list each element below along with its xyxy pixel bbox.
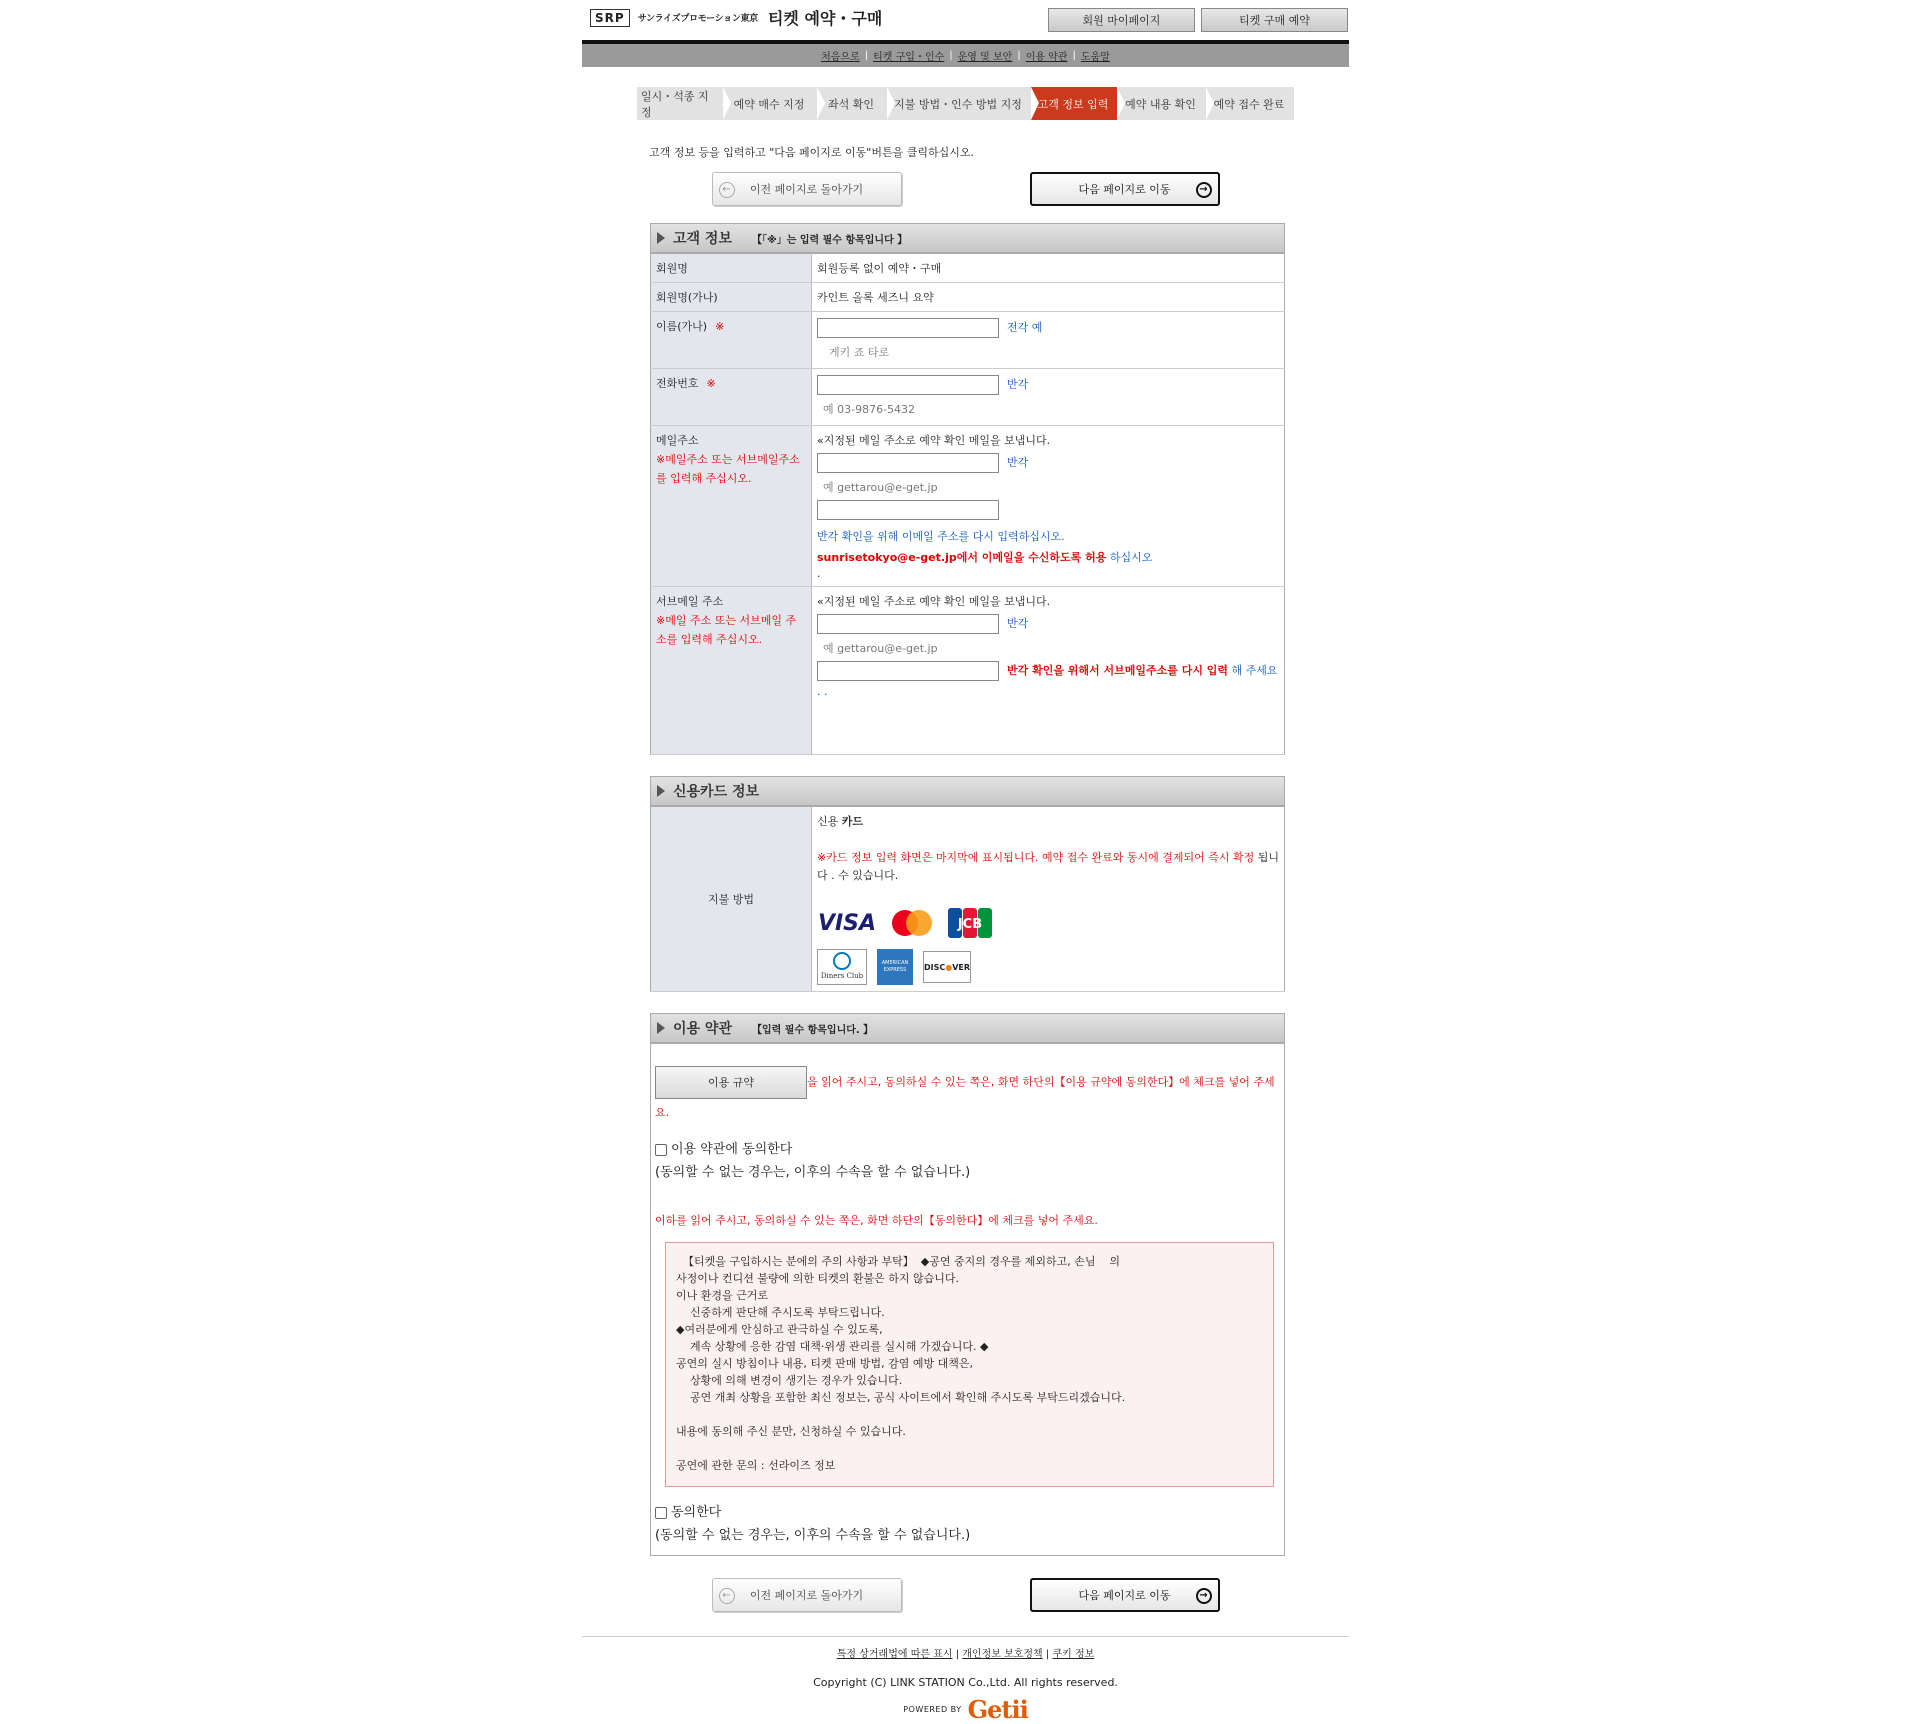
email-info: «지정된 메일 주소로 예약 확인 메일을 보냅니다.: [817, 434, 1051, 447]
step-seat-confirm: 좌석 확인: [817, 87, 887, 120]
notice-line: 이나 환경을 근거로: [676, 1289, 769, 1302]
notice-line: 【티켓을 구입하시는 분에의 주의 사항과 부탁】 ◆공연 중지의 경우를 제외하고, 손님 의: [676, 1255, 1121, 1268]
powered-by: [582, 1695, 1349, 1724]
terms-header: [650, 1013, 1285, 1043]
back-button[interactable]: [712, 172, 902, 206]
arrow-right-icon: →: [1196, 1588, 1212, 1604]
subnav-terms-link[interactable]: 이용 약관: [1025, 52, 1068, 63]
customer-info-section: [650, 223, 1285, 755]
arrow-left-icon: ←: [719, 1588, 735, 1604]
next-button-label: 다음 페이지로 이동: [1078, 183, 1171, 196]
visa-logo: VISA: [817, 910, 877, 936]
sub-email-info: «지정된 메일 주소로 예약 확인 메일을 보냅니다.: [817, 595, 1051, 608]
email-row: [651, 426, 1285, 587]
payment-method-b: 카드: [841, 815, 864, 828]
top-nav-buttons: [582, 172, 1349, 206]
notice-line: 사정이나 컨디션 불량에 의한 티켓의 환불은 하지 않습니다.: [676, 1272, 959, 1285]
terms-section: [650, 1013, 1285, 1556]
footer: 특정 상거래법에 따른 표시 | 개인정보 보호정책 | 쿠키 정보: [582, 1636, 1349, 1660]
notice-line: 공연의 실시 방침이나 내용, 티켓 판매 방법, 감염 예방 대책은,: [676, 1357, 973, 1370]
subnav-separator: |: [1017, 50, 1021, 61]
required-mark: ※: [706, 377, 716, 390]
sub-email-input[interactable]: [817, 614, 999, 634]
email-field-cell: [812, 426, 1285, 587]
payment-method-label: 지불 방법: [651, 807, 812, 992]
section-triangle-icon: [657, 785, 665, 797]
customer-info-table: [650, 253, 1285, 755]
sub-email-cell: [651, 587, 812, 755]
ticket-reserve-button[interactable]: 티켓 구매 예약: [1201, 8, 1348, 32]
logo-org-name: サンライズプロモーション東京: [637, 14, 758, 24]
phone-example: 예 03-9876-5432: [823, 403, 916, 416]
customer-info-header: [650, 223, 1285, 253]
next-button-bottom[interactable]: [1030, 1578, 1220, 1612]
svg-text:JCB: JCB: [957, 917, 983, 932]
subnav-ticket-link[interactable]: 티켓 구입・인수: [873, 52, 945, 63]
card-logos-row-2: [817, 949, 1279, 985]
terms-body: [650, 1043, 1285, 1556]
notice-line: 신중하게 판단해 주시도록 부탁드립니다.: [676, 1306, 885, 1319]
terms-of-use-button[interactable]: 이용 규약: [655, 1066, 807, 1099]
notice-line: 계속 상황에 응한 감염 대책·위생 관리를 실시해 가겠습니다. ◆: [676, 1340, 989, 1353]
section-triangle-icon: [657, 232, 665, 244]
customer-info-title: 고객 정보: [673, 231, 732, 247]
subnav-separator: |: [949, 50, 953, 61]
disagree-note-2: (동의할 수 없는 경우는, 이후의 수속을 할 수 없습니다.): [655, 1528, 971, 1543]
email-confirm-text: 반각 확인을 위해 이메일 주소를 다시 입력하십시오.: [817, 530, 1065, 543]
step-quantity: 예약 매수 지정: [723, 87, 817, 120]
mastercard-logo: [887, 908, 937, 938]
name-kana-cell: [651, 312, 812, 369]
credit-card-section: [650, 776, 1285, 992]
email-hint: 반각: [1007, 456, 1029, 469]
agree-terms-checkbox[interactable]: [655, 1144, 667, 1156]
email-dot: .: [817, 567, 821, 580]
subnav-help-link[interactable]: 도움말: [1080, 52, 1110, 63]
notice-line: ◆여러분에게 안심하고 관극하실 수 있도록,: [676, 1323, 883, 1336]
email-confirm-input[interactable]: [817, 500, 999, 520]
member-mypage-button[interactable]: 회원 마이페이지: [1048, 8, 1195, 32]
member-kana-label: 회원명(가나): [651, 283, 812, 312]
card-logos-row-1: [817, 907, 1279, 939]
step-date-seat: 일시・석종 지정: [637, 87, 723, 120]
getii-logo[interactable]: Getii: [967, 1695, 1028, 1724]
bottom-nav-buttons: [582, 1578, 1349, 1612]
email-allow-text: sunrisetokyo@e-get.jp에서 이메일을 수신하도록 허용: [817, 551, 1107, 564]
subnav-security-link[interactable]: 운영 및 보안: [957, 52, 1013, 63]
name-kana-field-cell: [812, 312, 1285, 369]
member-value: 회원등록 없이 예약・구매: [812, 254, 1285, 283]
credit-card-title: 신용카드 정보: [673, 784, 760, 800]
phone-label: 전화번호: [656, 377, 699, 390]
footer-commerce-link[interactable]: 특정 상거래법에 따른 표시: [836, 1649, 953, 1660]
member-kana-row: [651, 283, 1285, 312]
page-title: 티켓 예약・구매: [767, 9, 883, 28]
terms-title: 이용 약관: [673, 1021, 732, 1037]
notice-line: 공연에 관한 문의 : 선라이즈 정보: [676, 1459, 836, 1472]
phone-row: [651, 369, 1285, 426]
required-mark: ※: [715, 320, 725, 333]
name-kana-hint: 전각 예: [1007, 321, 1043, 334]
arrow-right-icon: →: [1196, 182, 1212, 198]
sub-email-field-cell: [812, 587, 1285, 755]
top-header: [582, 0, 1349, 44]
arrow-left-icon: ←: [719, 182, 735, 198]
step-customer-info: 고객 정보 입력: [1031, 87, 1117, 120]
card-notice-tail: 됩니다 . 수 있습니다.: [817, 851, 1279, 882]
email-note: ※메일주소 또는 서브메일주소를 입력해 주십시오.: [656, 453, 800, 485]
next-button-label: 다음 페이지로 이동: [1078, 1589, 1171, 1602]
sub-email-dots: . .: [817, 685, 828, 698]
progress-steps: [637, 87, 1294, 120]
amex-logo: AMERICAN EXPRESS: [877, 949, 913, 985]
agree-terms-label: 이용 약관에 동의한다: [671, 1142, 793, 1157]
agree-checkbox[interactable]: [655, 1507, 667, 1519]
credit-card-header: [650, 776, 1285, 806]
notice-line: [676, 1406, 1263, 1423]
read-below-text: 이하를 읽어 주시고, 동의하실 수 있는 쪽은, 화면 하단의【동의한다】에 체크를 넣어 주세요.: [655, 1214, 1098, 1227]
email-input[interactable]: [817, 453, 999, 473]
footer-privacy-link[interactable]: 개인정보 보호정책: [962, 1649, 1043, 1660]
sub-navigation: [582, 44, 1349, 67]
card-notice: ※카드 정보 입력 화면은 마지막에 표시됩니다. 예약 접수 완료와 동시에 결제되어 즉시 확정: [817, 851, 1258, 864]
next-button[interactable]: [1030, 172, 1220, 206]
sub-email-label: 서브메일 주소: [656, 595, 724, 608]
powered-by-label: POWERED BY: [903, 1705, 962, 1714]
required-note: 【「※」는 입력 필수 항목입니다 】: [751, 234, 908, 246]
svg-text:Diners Club: Diners Club: [820, 972, 864, 980]
discover-logo: DISC ● VER: [923, 951, 971, 983]
copyright: Copyright (C) LINK STATION Co.,Ltd. All rights reserved.: [813, 1676, 1118, 1689]
terms-read-text: 을 읽어 주시고, 동의하실 수 있는 쪽은, 화면 하단의【이용 규약에 동의한다】에 체크를 넣어 주세요.: [655, 1075, 1275, 1119]
phone-field-cell: [812, 369, 1285, 426]
notice-line: [676, 1440, 1263, 1457]
terms-required-note: 【입력 필수 항목입니다. 】: [751, 1024, 874, 1036]
instruction-text: 고객 정보 등을 입력하고 "다음 페이지로 이동"버튼을 클릭하십시오.: [649, 146, 974, 159]
email-allow-tail: 하십시오: [1109, 551, 1153, 564]
email-example: 예 gettarou@e-get.jp: [823, 481, 938, 494]
subnav-separator: |: [864, 50, 869, 61]
subnav-separator: |: [1072, 50, 1076, 61]
payment-method-a: 신용: [817, 815, 842, 828]
agree-terms-row: [655, 1138, 1280, 1157]
site-logo[interactable]: [590, 6, 882, 29]
step-complete: 예약 접수 완료: [1206, 87, 1294, 120]
sub-email-confirm-tail: 해 주세요: [1231, 664, 1278, 677]
member-row: [651, 254, 1285, 283]
name-kana-example: 게키 죠 타로: [829, 346, 890, 359]
notice-line: 공연 개최 상황을 포함한 최신 정보는, 공식 사이트에서 확인해 주시도록 부탁드리겠습니다.: [676, 1391, 1126, 1404]
email-label: 메일주소: [656, 434, 699, 447]
name-kana-row: [651, 312, 1285, 369]
sub-email-confirm-text: 반각 확인을 위해서 서브메일주소를 다시 입력: [1007, 664, 1229, 677]
phone-cell: [651, 369, 812, 426]
name-kana-label: 이름(가나): [656, 320, 708, 333]
member-kana-value: 카인트 올록 세즈니 요약: [812, 283, 1285, 312]
name-kana-input[interactable]: [817, 318, 999, 338]
credit-card-table: [650, 806, 1285, 992]
agree-row: [655, 1501, 1280, 1520]
sub-email-row: [651, 587, 1285, 755]
diners-logo: [817, 949, 867, 985]
subnav-home-link[interactable]: 처음으로: [821, 52, 860, 63]
step-review: 예약 내용 확인: [1117, 87, 1206, 120]
section-triangle-icon: [657, 1022, 665, 1034]
notice-line: 상황에 의해 변경이 생기는 경우가 있습니다.: [676, 1374, 903, 1387]
footer-cookie-link[interactable]: 쿠키 정보: [1052, 1649, 1095, 1660]
back-button-label: 이전 페이지로 돌아가기: [749, 183, 864, 196]
purchase-notice-box: [665, 1242, 1274, 1487]
payment-method-row: [651, 807, 1285, 992]
disagree-note: (동의할 수 없는 경우는, 이후의 수속을 할 수 없습니다.): [655, 1165, 971, 1180]
jcb-logo: [947, 907, 993, 939]
back-button-label: 이전 페이지로 돌아가기: [749, 1589, 864, 1602]
sub-email-note: ※메일 주소 또는 서브메일 주소를 입력해 주십시오.: [656, 614, 797, 646]
sub-email-confirm-input[interactable]: [817, 661, 999, 681]
payment-method-cell: [812, 807, 1285, 992]
back-button-bottom[interactable]: [712, 1578, 902, 1612]
phone-hint: 반각: [1007, 378, 1029, 391]
member-label: 회원명: [651, 254, 812, 283]
page-wrapper: [582, 0, 1349, 1724]
agree-label: 동의한다: [671, 1505, 722, 1520]
email-cell: [651, 426, 812, 587]
phone-input[interactable]: [817, 375, 999, 395]
step-payment-method: 지불 방법・인수 방법 지정: [887, 87, 1031, 120]
sub-email-example: 예 gettarou@e-get.jp: [823, 642, 938, 655]
notice-line: 내용에 동의해 주신 분만, 신청하실 수 있습니다.: [676, 1425, 906, 1438]
logo-mark: SRP: [590, 9, 630, 27]
sub-email-hint: 반각: [1007, 617, 1029, 630]
